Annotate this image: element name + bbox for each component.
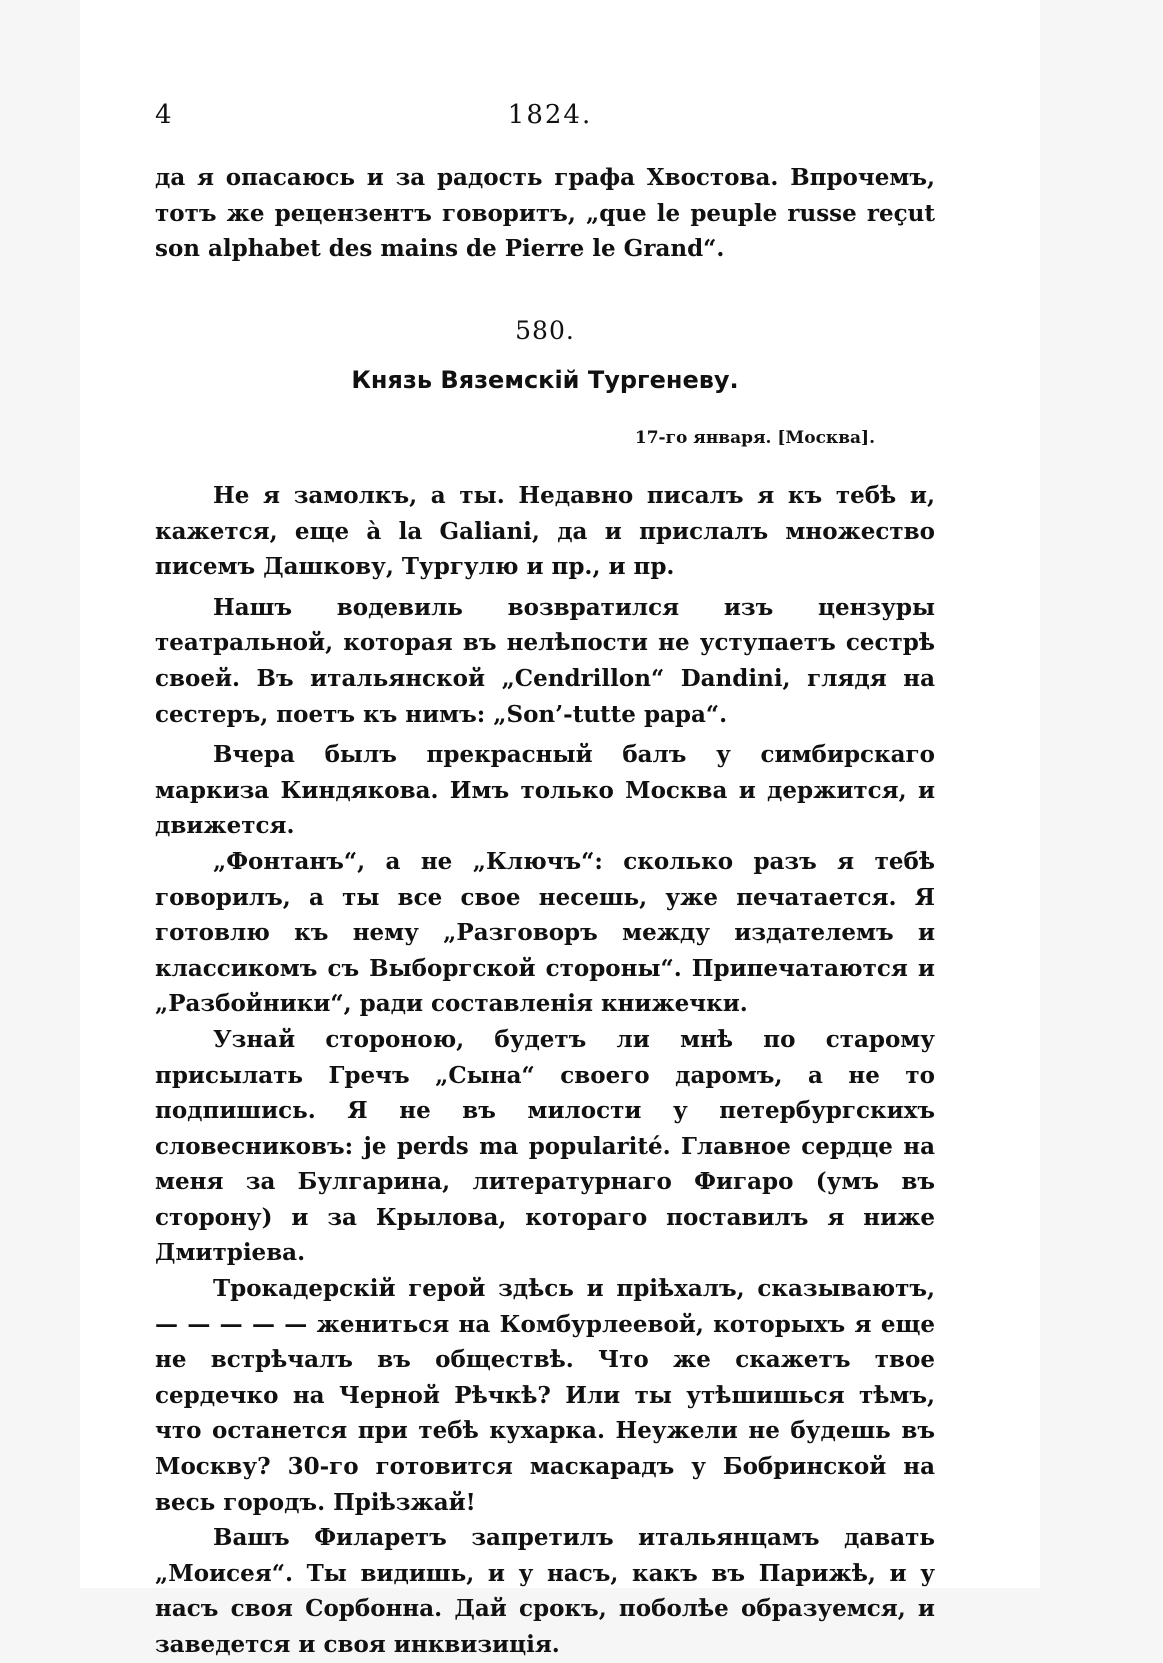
letter-paragraph: Вчера былъ прекрасный балъ у симбирскаго маркиза Киндякова. Имъ только Москва и держится, и движется. (155, 741, 935, 840)
letter-paragraph: Не я замолкъ, а ты. Недавно писалъ я къ тебѣ и, кажется, еще à la Galiani, да и прислалъ множество писемъ Дашкову, Тургулю и пр., и пр. (155, 482, 935, 581)
letter-paragraph: Нашъ водевиль возвратился изъ цензуры театральной, которая въ нелѣпости не уступаетъ сестрѣ своей. Въ итальянской „Cendrillon“ Dandini, глядя на сестеръ, поетъ къ нимъ: „Son’-tutte papa“. (155, 593, 935, 728)
letter-dateline: 17-го января. [Москва]. (634, 428, 875, 448)
previous-letter-paragraph: да я опасаюсь и за радость графа Хвостова. Впрочемъ, тотъ же рецензентъ говоритъ, „que le peuple russe reçut son alphabet des mains de Pierre le Grand“. (155, 164, 935, 263)
page-header (155, 100, 935, 136)
letter-paragraph: „Фонтанъ“, а не „Ключъ“: сколько разъ я тебѣ говорилъ, а ты все свое несешь, уже печатается. Я готовлю къ нему „Разговоръ между издателемъ и классикомъ съ Выборгской стороны“. Припечатаются и „Разбойники“, ради составленія книжечки. (155, 847, 935, 1018)
running-title: 1824. (507, 100, 593, 130)
letter-paragraph: Вашъ Филаретъ запретилъ итальянцамъ давать „Моисея“. Ты видишь, и у насъ, какъ въ Парижѣ, и у насъ своя Сорбонна. Дай срокъ, поболѣе образуемся, и заведется и своя инквизиція. (155, 1524, 935, 1658)
letter-title: Князь Вяземскій Тургеневу. (351, 366, 739, 394)
page-number: 4 (155, 100, 172, 130)
previous-letter-ending (155, 160, 935, 267)
letter-body (155, 478, 935, 1663)
letter-number: 580. (515, 316, 575, 345)
letter-paragraph: Трокадерскій герой здѣсь и пріѣхалъ, сказываютъ, — — — — — жениться на Комбурлеевой, которыхъ я еще не встрѣчалъ въ обществѣ. Что же скажетъ твое сердечко на Черной Рѣчкѣ? Или ты утѣшишься тѣмъ, что останется при тебѣ кухарка. Неужели не будешь въ Москву? 30-го готовится маскарадъ у Бобринской на весь городъ. Пріѣзжай! (155, 1275, 935, 1516)
letter-paragraph: Узнай стороною, будетъ ли мнѣ по старому присылать Гречъ „Сына“ своего даромъ, а не то подпишись. Я не въ милости у петербургскихъ словесниковъ: je perds ma popularité. Главное сердце на меня за Булгарина, литературнаго Фигаро (умъ въ сторону) и за Крылова, котораго поставилъ я ниже Дмитріева. (155, 1025, 935, 1267)
